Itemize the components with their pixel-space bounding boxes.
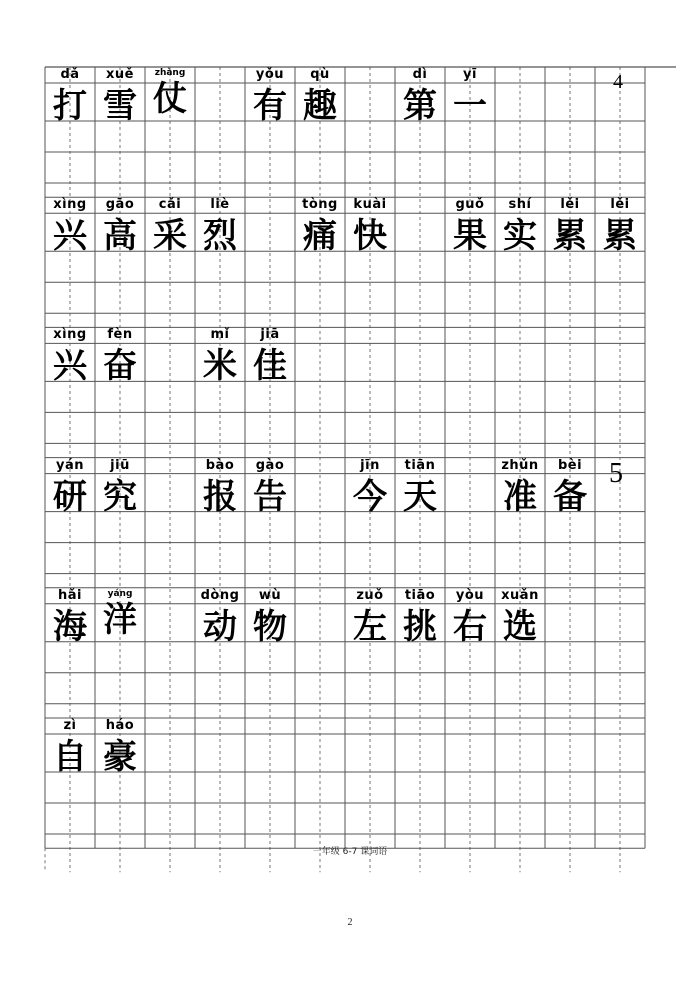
pinyin-label: jiā [260,327,280,343]
hanzi-character: 物 [253,606,287,647]
pinyin-label: lěi [610,197,630,213]
pinyin-label: lěi [560,197,580,213]
hanzi-character: 第 [403,86,437,126]
hanzi-character: 高 [103,216,137,257]
hanzi-character: 豪 [103,737,137,777]
pinyin-label: mǐ [210,327,230,343]
hanzi-character: 天 [403,476,437,517]
hanzi-character: 果 [453,216,487,257]
hanzi-character: 米 [203,346,237,387]
pinyin-label: qù [310,67,330,82]
pinyin-label: yáng [107,588,133,599]
pinyin-label: zì [63,718,77,733]
hanzi-character: 烈 [203,216,237,257]
page-number: 2 [347,917,353,928]
pinyin-label: kuài [353,197,387,213]
pinyin-label: tiāo [404,587,436,603]
hanzi-character: 今 [353,476,387,517]
hanzi-character: 告 [253,476,287,517]
pinyin-label: jīn [360,457,380,473]
pinyin-label: guǒ [455,197,485,213]
pinyin-label: shí [508,197,532,213]
pinyin-label: gāo [105,197,135,213]
hanzi-character: 佳 [253,346,287,387]
pinyin-label: tiān [404,457,436,473]
hanzi-character: 累 [553,216,587,257]
hanzi-character: 报 [203,476,237,517]
hanzi-character: 实 [503,216,537,257]
pinyin-label: jiū [110,457,130,473]
hanzi-character: 有 [253,86,287,126]
hanzi-character: 兴 [53,216,87,257]
hanzi-character: 痛 [303,216,337,257]
pinyin-label: cǎi [158,197,182,213]
hanzi-character: 洋 [103,599,137,640]
pinyin-label: bào [205,457,235,473]
pinyin-label: gào [255,457,285,473]
hanzi-character: 一 [453,86,487,126]
hanzi-character: 备 [553,476,587,517]
pinyin-label: dì [412,67,428,82]
hanzi-character: 快 [353,216,387,257]
lesson-number: 5 [609,457,623,489]
hanzi-character: 兴 [53,346,87,387]
hanzi-character: 研 [53,476,87,517]
hanzi-character: 奋 [103,346,137,387]
pinyin-label: yī [463,67,477,82]
pinyin-label: xìng [53,197,87,213]
pinyin-label: dǎ [60,67,80,82]
pinyin-label: zhàng [154,68,186,78]
hanzi-character: 雪 [103,86,137,126]
hanzi-character: 海 [53,606,87,647]
pinyin-label: zuǒ [356,587,384,603]
hanzi-character: 选 [503,606,537,647]
hanzi-character: 动 [203,606,237,647]
hanzi-character: 仗 [153,79,187,119]
pinyin-label: yán [55,457,84,473]
hanzi-character: 右 [453,606,487,647]
pinyin-label: liè [210,197,230,213]
pinyin-label: bèi [557,457,583,473]
hanzi-character: 左 [353,606,387,647]
hanzi-character: 准 [503,476,537,517]
pinyin-label: xuě [106,67,134,82]
hanzi-character: 累 [603,216,637,257]
pinyin-label: hǎi [58,587,82,603]
footer-title: 一年级 6-7 课词语 [312,847,388,857]
pinyin-label: tòng [302,197,338,213]
pinyin-label: yòu [455,587,485,603]
pinyin-label: háo [105,718,135,733]
hanzi-character: 趣 [303,86,337,126]
hanzi-character: 打 [53,86,87,126]
pinyin-label: dòng [200,587,240,603]
pinyin-label: wù [258,587,282,603]
pinyin-label: xuǎn [501,587,539,603]
pinyin-label: yǒu [255,67,285,82]
pinyin-label: zhǔn [501,457,539,473]
pinyin-label: fèn [107,327,133,343]
hanzi-character: 挑 [403,606,437,647]
hanzi-character: 采 [153,216,187,257]
lesson-number: 4 [613,71,623,93]
hanzi-character: 究 [103,476,137,517]
hanzi-character: 自 [53,737,87,777]
pinyin-label: xìng [53,327,87,343]
